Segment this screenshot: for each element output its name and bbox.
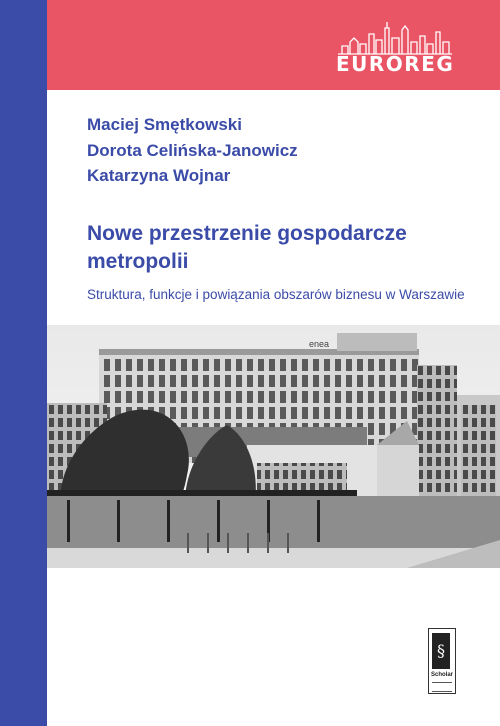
book-title: Nowe przestrzenie gospodarcze metropolii — [87, 222, 407, 273]
book-subtitle: Struktura, funkcje i powiązania obszarów biznesu w Warszawie — [87, 287, 465, 302]
publisher-logo — [428, 628, 456, 694]
author-name: Maciej Smętkowski — [87, 115, 242, 134]
cover-spine-band — [0, 0, 47, 726]
publisher-name: Scholar — [430, 672, 453, 678]
scholar-logo-icon: § — [432, 633, 450, 669]
cover-photo — [47, 325, 500, 568]
publisher-logo-lines — [432, 682, 452, 692]
top-red-band — [47, 0, 500, 90]
building-sign: enea — [309, 339, 330, 349]
city-skyline-icon — [336, 20, 454, 56]
author-name: Katarzyna Wojnar — [87, 166, 231, 185]
logo-wordmark: EUROREG — [336, 52, 455, 76]
author-name: Dorota Celińska-Janowicz — [87, 140, 298, 160]
euroreg-logo — [336, 20, 454, 78]
author-list — [87, 112, 298, 189]
